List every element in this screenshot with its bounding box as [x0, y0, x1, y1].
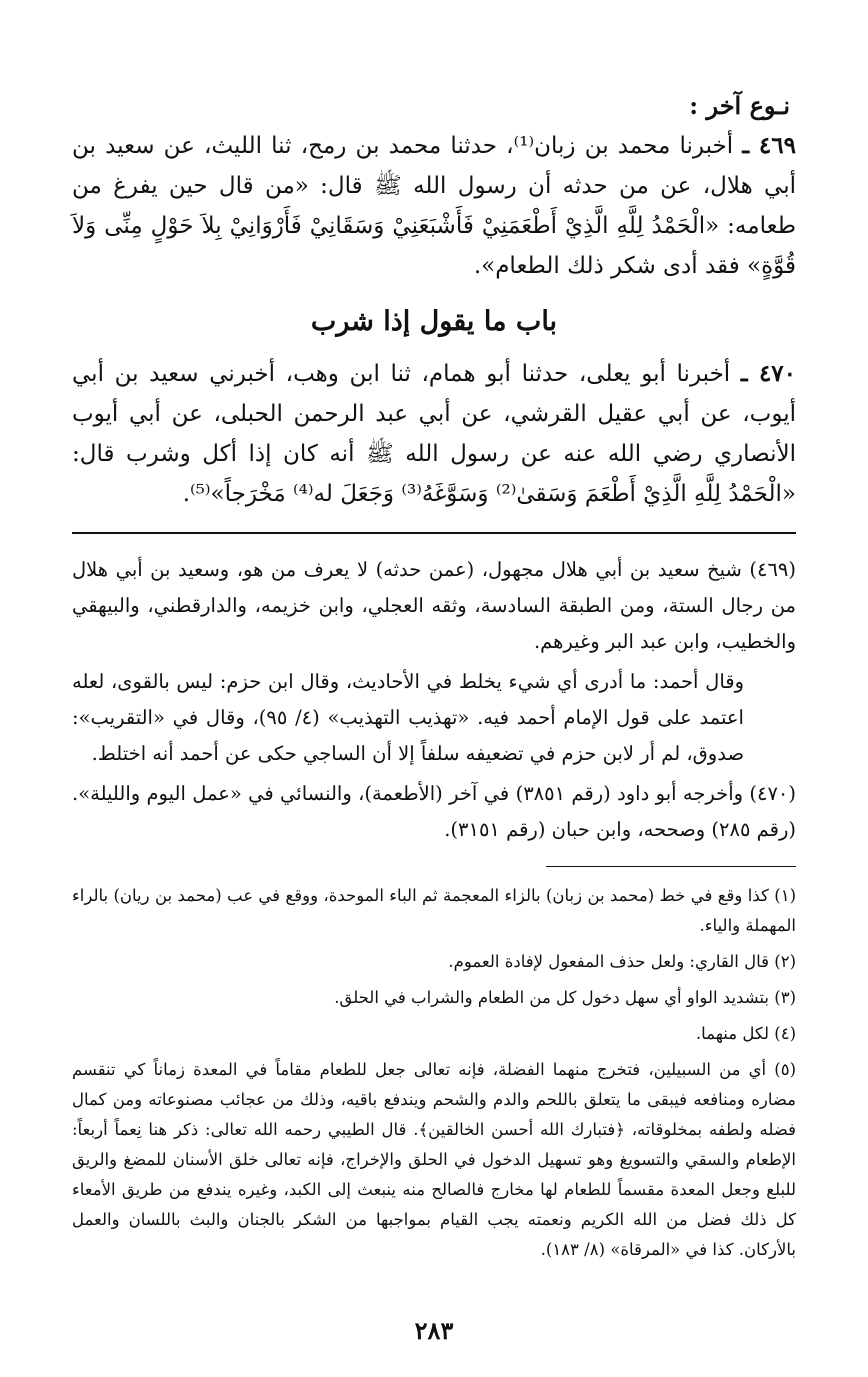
- page-number: ٢٨٣: [414, 1316, 454, 1345]
- hadith-469: [72, 126, 796, 286]
- commentary: [72, 552, 796, 848]
- commentary-470: (٤٧٠) وأخرجه أبو داود (رقم ٣٨٥١) في آخر (الأطعمة)، والنسائي في «عمل اليوم والليلة». (رقم ٢٨٥) وصححه، وابن حبان (رقم ٣١٥١).: [72, 782, 796, 841]
- footnotes: [72, 881, 796, 1265]
- hadith-469-text: أخبرنا محمد بن زبان⁽¹⁾، حدثنا محمد بن رمح، ثنا الليث، عن سعيد بن أبي هلال، عن من حدثه أن رسول الله ﷺ قال: «من قال حين يفرغ من طعامه: «الْحَمْدُ لِلَّهِ الَّذِيْ أَطْعَمَنِيْ فَأَشْبَعَنِيْ وَسَقَانِيْ فَأَرْوَانِيْ بِلاَ حَوْلٍ مِنِّى وَلاَ قُوَّةٍ» فقد أدى شكر ذلك الطعام».: [72, 133, 796, 279]
- chapter-heading: باب ما يقول إذا شرب: [310, 306, 558, 337]
- separator-rule: [72, 532, 796, 534]
- commentary-469: (٤٦٩) شيخ سعيد بن أبي هلال مجهول، (عمن حدثه) لا يعرف من هو، وسعيد بن أبي هلال من رجال الستة، ومن الطبقة السادسة، وثقه العجلي، وابن خزيمه، والدارقطني، والبيهقي والخطيب، وابن عبد البر وغيرهم.: [72, 558, 796, 653]
- hadith-470-number: ٤٧٠ ـ: [740, 360, 797, 387]
- hadith-470: [72, 354, 796, 514]
- footnote-4: (٤) لكل منهما.: [695, 1024, 796, 1043]
- footnote-1: (١) كذا وقع في خط (محمد بن زبان) بالزاء المعجمة ثم الباء الموحدة، ووقع في عب (محمد بن ريان) بالراء المهملة والياء.: [72, 886, 796, 935]
- hadith-469-number: ٤٦٩ ـ: [742, 132, 796, 159]
- commentary-469-cont: وقال أحمد: ما أدرى أي شيء يخلط في الأحاديث، وقال ابن حزم: ليس بالقوى، لعله اعتمد على قول الإمام أحمد فيه. «تهذيب التهذيب» (٤/ ٩٥)، وقال في «التقريب»: صدوق، لم أر لابن حزم في تضعيفه سلفاً إلا أن الساجي حكى عن أحمد أنه اختلط.: [72, 670, 744, 765]
- footnote-rule: [546, 866, 796, 867]
- main-text-2: [72, 354, 796, 514]
- footnote-3: (٣) بتشديد الواو أي سهل دخول كل من الطعام والشراب في الحلق.: [334, 988, 796, 1007]
- hadith-470-text: أخبرنا أبو يعلى، حدثنا أبو همام، ثنا ابن وهب، أخبرني سعيد بن أبي أيوب، عن أبي عقيل القرشي، عن أبي عبد الرحمن الحبلى، عن أبي أيوب الأنصاري رضي الله عنه عن رسول الله ﷺ أنه كان إذا أكل وشرب قال: «الْحَمْدُ لِلَّهِ الَّذِيْ أَطْعَمَ وَسَقىٰ⁽²⁾ وَسَوَّغَهُ⁽³⁾ وَجَعَلَ له⁽⁴⁾ مَخْرَجاً»⁽⁵⁾.: [72, 361, 796, 507]
- main-text: [72, 126, 796, 286]
- footnote-2: (٢) قال القاري: ولعل حذف المفعول لإفادة العموم.: [448, 952, 796, 971]
- footnote-5: (٥) أي من السبيلين، فتخرج منهما الفضلة، فإنه تعالى جعل للطعام مقاماً في المعدة زماناً كي تنقسم مضاره ومنافعه فيبقى ما يتعلق باللحم والدم والشحم ويندفع باقيه، وذلك من عجائب مصنوعاته ومن كمال فضله ولطفه بمخلوقاته، ﴿فتبارك الله أحسن الخالقين﴾. قال الطيبي رحمه الله تعالى: ذكر هنا نِعماً أربعاً: الإطعام والسقي والتسويغ وهو تسهيل الدخول في الحلق والإخراج، فإنه تعالى خلق الأسنان للمضغ والريق للبلع وجعل المعدة مقسماً للطعام لها مخارج فالصالح منه ينبعث إلى الكبد، وغيره يندفع من طريق الأمعاء كل ذلك فضل من الله الكريم ونعمته يجب القيام بمواجبها من الشكر بالجنان والبث باللسان والعمل بالأركان. كذا في «المرقاة» (٨/ ١٨٣).: [72, 1060, 796, 1259]
- sub-heading: نـوع آخر :: [689, 91, 790, 120]
